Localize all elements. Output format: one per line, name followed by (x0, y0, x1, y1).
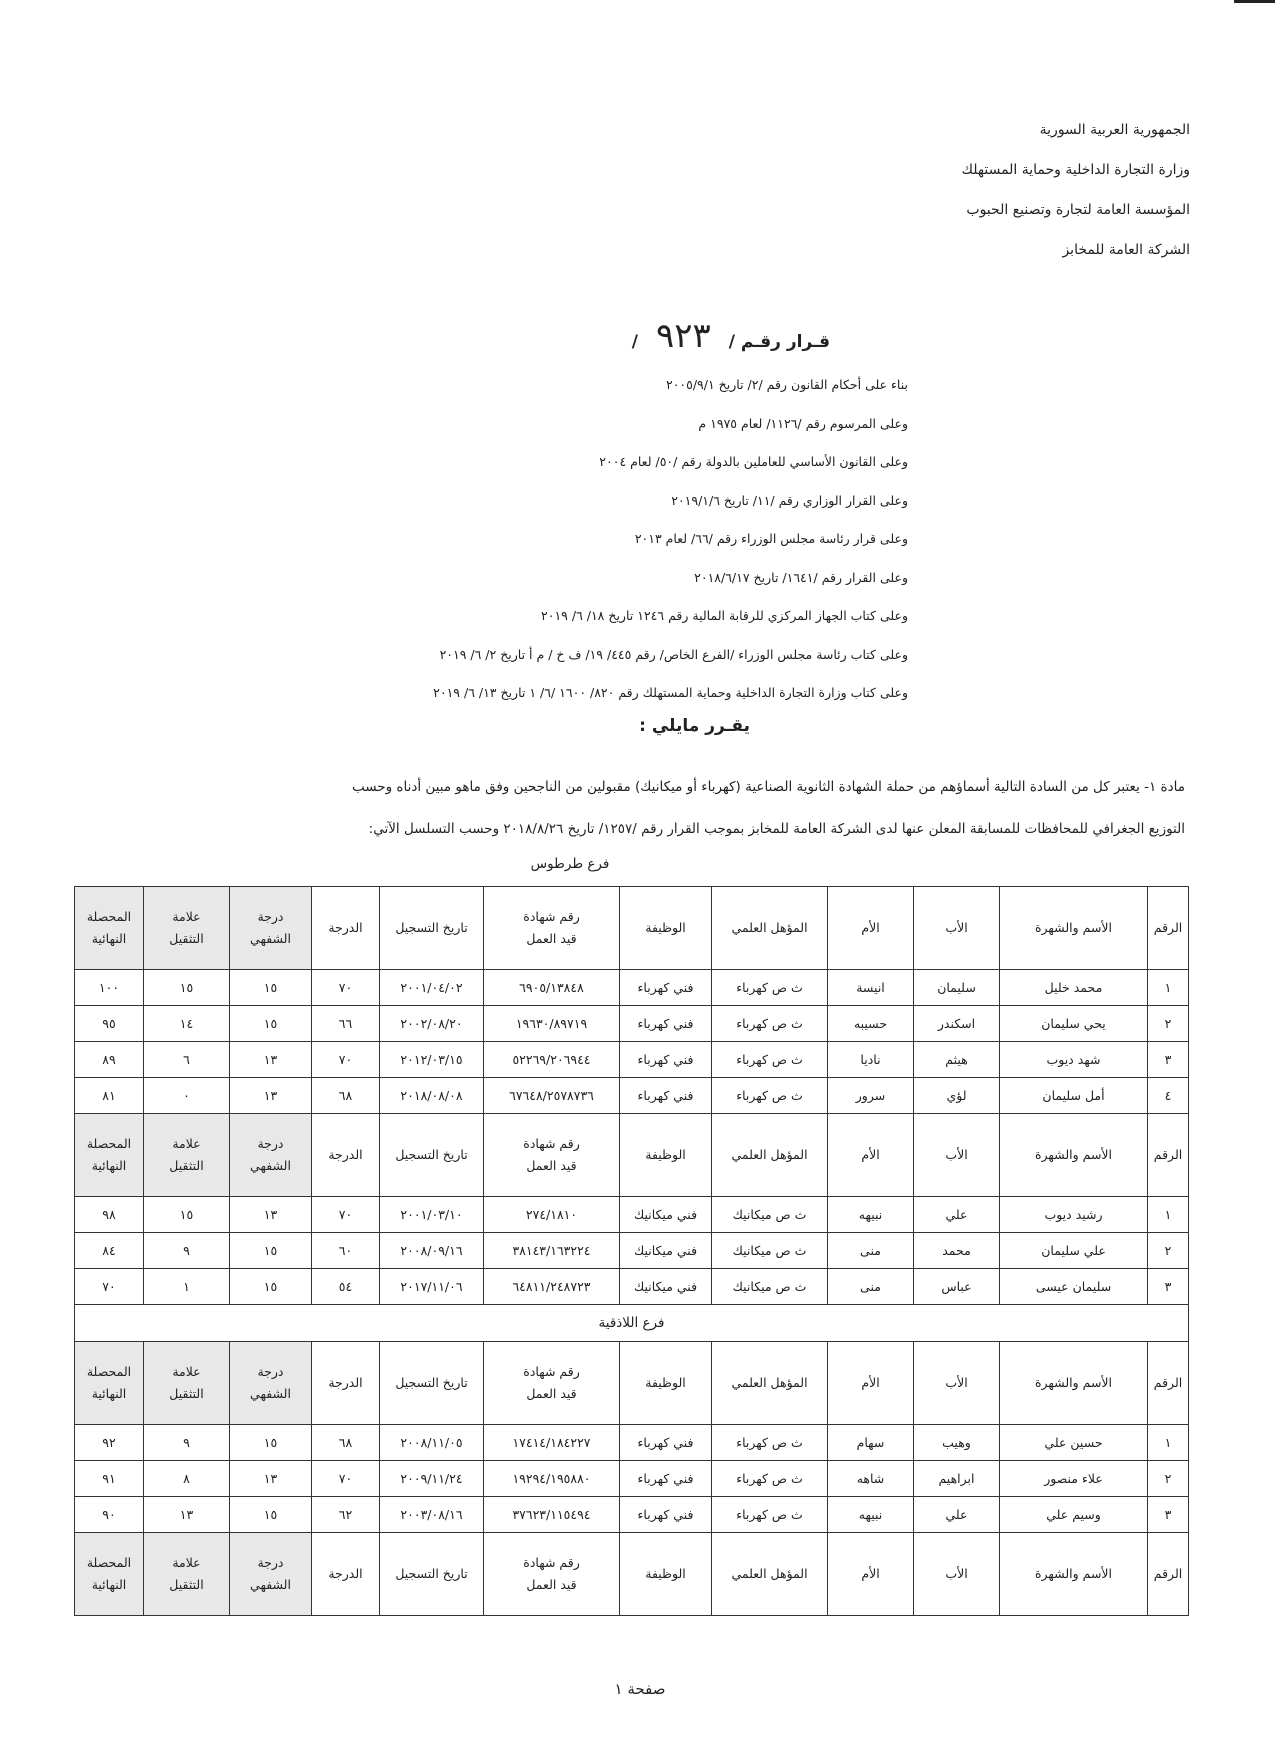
weighting-score: ٦ (144, 1042, 230, 1078)
header-weighting (144, 1114, 230, 1197)
job-title: فني ميكانيك (620, 1269, 712, 1305)
row-number: ١ (1148, 1197, 1189, 1233)
header-number: الرقم (1148, 1533, 1189, 1616)
header-number: الرقم (1148, 1342, 1189, 1425)
certificate-number: ٢٧٤/١٨١٠ (484, 1197, 620, 1233)
weighting-score: ١ (144, 1269, 230, 1305)
job-title: فني كهرباء (620, 1425, 712, 1461)
father-name: هيثم (914, 1042, 1000, 1078)
row-number: ٣ (1148, 1497, 1189, 1533)
oral-score: ١٣ (230, 1461, 312, 1497)
header-name: الأسم والشهرة (1000, 887, 1148, 970)
final-score: ٩٠ (75, 1497, 144, 1533)
candidate-name: وسيم علي (1000, 1497, 1148, 1533)
oral-score: ١٥ (230, 1006, 312, 1042)
header-final (75, 1533, 144, 1616)
registration-date: ٢٠٠١/٠٤/٠٢ (380, 970, 484, 1006)
registration-date: ٢٠٠١/٠٣/١٠ (380, 1197, 484, 1233)
mother-name: نبيهه (828, 1497, 914, 1533)
header-mother: الأم (828, 887, 914, 970)
preamble-line: وعلى كتاب رئاسة مجلس الوزراء /الفرع الخاص/ رقم ٤٤٥/ ١٩/ ف خ / م أ تاريخ ٢/ ٦/ ٢٠١٩ (439, 646, 908, 662)
mother-name: شاهه (828, 1461, 914, 1497)
header-final-text: المحصلة (86, 1364, 132, 1379)
header-grade: الدرجة (312, 1342, 380, 1425)
header-weighting (144, 1533, 230, 1616)
preamble-line: وعلى كتاب الجهاز المركزي للرقابة المالية رقم ١٢٤٦ تاريخ ١٨/ ٦/ ٢٠١٩ (541, 608, 908, 623)
row-number: ٣ (1148, 1269, 1189, 1305)
table-row (75, 970, 1189, 1006)
header-certificate (484, 887, 620, 970)
registration-date: ٢٠٠٢/٠٨/٢٠ (380, 1006, 484, 1042)
table-row (75, 1233, 1189, 1269)
mother-name: حسيبه (828, 1006, 914, 1042)
preamble (320, 366, 908, 713)
mother-name: نبيهه (828, 1197, 914, 1233)
header-oral-text: الشفهي (250, 931, 291, 946)
candidate-name: رشيد ديوب (1000, 1197, 1148, 1233)
weighting-score: ١٣ (144, 1497, 230, 1533)
header-final-text: المحصلة (86, 1136, 132, 1151)
header-grade: الدرجة (312, 1114, 380, 1197)
preamble-line: وعلى قرار رئاسة مجلس الوزراء رقم /٦٦/ لعام ٢٠١٣ (634, 531, 908, 546)
weighting-score: ٩ (144, 1233, 230, 1269)
father-name: محمد (914, 1233, 1000, 1269)
header-certificate-text: رقم شهادة (523, 1136, 580, 1151)
header-job: الوظيفة (620, 1342, 712, 1425)
certificate-number: ١٩٢٩٤/١٩٥٨٨٠ (484, 1461, 620, 1497)
table-row (75, 1197, 1189, 1233)
header-oral-text: درجة (257, 1364, 284, 1379)
table-header-row (75, 1342, 1189, 1425)
row-number: ١ (1148, 970, 1189, 1006)
header-mother: الأم (828, 1114, 914, 1197)
qualification: ث ص كهرباء (712, 1006, 828, 1042)
table-header-row (75, 887, 1189, 970)
header-mother: الأم (828, 1342, 914, 1425)
candidate-name: محمد خليل (1000, 970, 1148, 1006)
table-row (75, 1006, 1189, 1042)
grade: ٦٦ (312, 1006, 380, 1042)
job-title: فني كهرباء (620, 1078, 712, 1114)
header-weighting-text: علامة (172, 1555, 201, 1570)
header-certificate-text: قيد العمل (526, 931, 577, 946)
father-name: اسكندر (914, 1006, 1000, 1042)
qualification: ث ص كهرباء (712, 1425, 828, 1461)
qualification: ث ص كهرباء (712, 1461, 828, 1497)
table-row (75, 1425, 1189, 1461)
oral-score: ١٥ (230, 1269, 312, 1305)
header-job: الوظيفة (620, 1533, 712, 1616)
row-number: ٤ (1148, 1078, 1189, 1114)
final-score: ٨٩ (75, 1042, 144, 1078)
father-name: علي (914, 1197, 1000, 1233)
header-weighting-text: التثقيل (169, 1386, 204, 1401)
header-father: الأب (914, 1533, 1000, 1616)
header-final-text: النهائية (91, 931, 127, 946)
job-title: فني كهرباء (620, 1461, 712, 1497)
branch-title-lattakia: فرع اللاذقية (75, 1305, 1189, 1342)
article-line: مادة ١- يعتبر كل من السادة التالية أسماؤهم من حملة الشهادة الثانوية الصناعية (كهرباء أو ميكانيك) مقبولين من الناجحين وفق ماهو مبين أدناه وحسب (351, 779, 1185, 795)
header-final-text: النهائية (91, 1577, 127, 1592)
header-oral-text: درجة (257, 909, 284, 924)
results-table-body (75, 887, 1189, 1616)
header-certificate (484, 1114, 620, 1197)
grade: ٦٨ (312, 1425, 380, 1461)
letterhead-line-establishment: المؤسسة العامة لتجارة وتصنيع الحبوب (966, 202, 1190, 218)
candidate-name: حسين علي (1000, 1425, 1148, 1461)
row-number: ٢ (1148, 1461, 1189, 1497)
qualification: ث ص كهرباء (712, 1042, 828, 1078)
header-final-text: المحصلة (86, 909, 132, 924)
oral-score: ١٣ (230, 1197, 312, 1233)
row-number: ١ (1148, 1425, 1189, 1461)
mother-name: سهام (828, 1425, 914, 1461)
father-name: لؤي (914, 1078, 1000, 1114)
header-grade: الدرجة (312, 1533, 380, 1616)
article-one (180, 766, 1185, 850)
header-oral-text: الشفهي (250, 1577, 291, 1592)
header-certificate (484, 1533, 620, 1616)
oral-score: ١٣ (230, 1042, 312, 1078)
header-certificate-text: رقم شهادة (523, 909, 580, 924)
final-score: ٧٠ (75, 1269, 144, 1305)
grade: ٧٠ (312, 970, 380, 1006)
job-title: فني كهرباء (620, 1042, 712, 1078)
header-qualification: المؤهل العلمي (712, 887, 828, 970)
article-line: التوزيع الجغرافي للمحافظات للمسابقة المعلن عنها لدى الشركة العامة للمخابز بموجب القرار رقم /١٢٥٧/ تاريخ ٢٠١٨/٨/٢٦ وحسب التسلسل الآتي: (368, 821, 1185, 837)
grade: ٧٠ (312, 1197, 380, 1233)
header-number: الرقم (1148, 1114, 1189, 1197)
header-oral-text: درجة (257, 1555, 284, 1570)
final-score: ٩٥ (75, 1006, 144, 1042)
header-father: الأب (914, 887, 1000, 970)
preamble-line: بناء على أحكام القانون رقم /٢/ تاريخ ٢٠٠٥/٩/١ (665, 377, 908, 392)
decision-label: قـرار رقـم / (728, 332, 830, 352)
header-weighting (144, 887, 230, 970)
row-number: ٣ (1148, 1042, 1189, 1078)
grade: ٧٠ (312, 1461, 380, 1497)
mother-name: منى (828, 1233, 914, 1269)
final-score: ١٠٠ (75, 970, 144, 1006)
candidate-name: أمل سليمان (1000, 1078, 1148, 1114)
header-registration-date: تاريخ التسجيل (380, 1533, 484, 1616)
registration-date: ٢٠١٨/٠٨/٠٨ (380, 1078, 484, 1114)
header-registration-date: تاريخ التسجيل (380, 1342, 484, 1425)
results-table (74, 886, 1189, 1616)
header-final-text: النهائية (91, 1158, 127, 1173)
father-name: عباس (914, 1269, 1000, 1305)
final-score: ٩٨ (75, 1197, 144, 1233)
weighting-score: ١٥ (144, 970, 230, 1006)
decision-slash: / (631, 332, 638, 352)
header-grade: الدرجة (312, 887, 380, 970)
header-registration-date: تاريخ التسجيل (380, 1114, 484, 1197)
decision-number-line (560, 316, 830, 356)
header-qualification: المؤهل العلمي (712, 1342, 828, 1425)
certificate-number: ٣٧٦٢٣/١١٥٤٩٤ (484, 1497, 620, 1533)
certificate-number: ٥٢٢٦٩/٢٠٦٩٤٤ (484, 1042, 620, 1078)
certificate-number: ٦٤٨١١/٢٤٨٧٢٣ (484, 1269, 620, 1305)
header-certificate-text: رقم شهادة (523, 1555, 580, 1570)
preamble-line: وعلى القرار الوزاري رقم /١١/ تاريخ ٢٠١٩/١/٦ (671, 492, 908, 508)
registration-date: ٢٠١٧/١١/٠٦ (380, 1269, 484, 1305)
header-final (75, 887, 144, 970)
header-qualification: المؤهل العلمي (712, 1533, 828, 1616)
header-weighting-text: علامة (172, 1136, 201, 1151)
scan-edge-mark (1234, 0, 1275, 3)
mother-name: منى (828, 1269, 914, 1305)
table-row (75, 1269, 1189, 1305)
qualification: ث ص كهرباء (712, 970, 828, 1006)
oral-score: ١٣ (230, 1078, 312, 1114)
registration-date: ٢٠١٢/٠٣/١٥ (380, 1042, 484, 1078)
mother-name: سرور (828, 1078, 914, 1114)
weighting-score: ٠ (144, 1078, 230, 1114)
certificate-number: ٦٧٦٤٨/٢٥٧٨٧٣٦ (484, 1078, 620, 1114)
weighting-score: ١٥ (144, 1197, 230, 1233)
certificate-number: ١٧٤١٤/١٨٤٢٢٧ (484, 1425, 620, 1461)
job-title: فني ميكانيك (620, 1197, 712, 1233)
job-title: فني كهرباء (620, 1497, 712, 1533)
father-name: ابراهيم (914, 1461, 1000, 1497)
qualification: ث ص ميكانيك (712, 1197, 828, 1233)
table-header-row (75, 1114, 1189, 1197)
certificate-number: ٦٩٠٥/١٣٨٤٨ (484, 970, 620, 1006)
oral-score: ١٥ (230, 1497, 312, 1533)
header-weighting-text: علامة (172, 1364, 201, 1379)
grade: ٧٠ (312, 1042, 380, 1078)
grade: ٦٠ (312, 1233, 380, 1269)
header-certificate-text: قيد العمل (526, 1577, 577, 1592)
registration-date: ٢٠٠٨/٠٩/١٦ (380, 1233, 484, 1269)
preamble-line: وعلى القرار رقم /١٦٤١/ تاريخ ٢٠١٨/٦/١٧ (694, 569, 908, 585)
header-oral (230, 887, 312, 970)
final-score: ٨١ (75, 1078, 144, 1114)
header-certificate-text: رقم شهادة (523, 1364, 580, 1379)
grade: ٥٤ (312, 1269, 380, 1305)
table-row (75, 1497, 1189, 1533)
row-number: ٢ (1148, 1006, 1189, 1042)
candidate-name: يحي سليمان (1000, 1006, 1148, 1042)
header-registration-date: تاريخ التسجيل (380, 887, 484, 970)
decision-number: ٩٢٣ (655, 316, 711, 356)
weighting-score: ١٤ (144, 1006, 230, 1042)
header-final (75, 1114, 144, 1197)
header-oral (230, 1114, 312, 1197)
final-score: ٩١ (75, 1461, 144, 1497)
grade: ٦٢ (312, 1497, 380, 1533)
page-number: صفحة ١ (614, 1680, 666, 1698)
header-certificate (484, 1342, 620, 1425)
letterhead-line-company: الشركة العامة للمخابز (1062, 242, 1190, 258)
father-name: وهيب (914, 1425, 1000, 1461)
oral-score: ١٥ (230, 1233, 312, 1269)
header-qualification: المؤهل العلمي (712, 1114, 828, 1197)
header-oral (230, 1342, 312, 1425)
father-name: علي (914, 1497, 1000, 1533)
header-oral-text: الشفهي (250, 1158, 291, 1173)
father-name: سليمان (914, 970, 1000, 1006)
oral-score: ١٥ (230, 970, 312, 1006)
certificate-number: ١٩٦٣٠/٨٩٧١٩ (484, 1006, 620, 1042)
preamble-line: وعلى القانون الأساسي للعاملين بالدولة رقم /٥٠/ لعام ٢٠٠٤ (599, 454, 908, 469)
preamble-line: وعلى كتاب وزارة التجارة الداخلية وحماية المستهلك رقم ٨٢٠/ ١٦٠٠ /٦/ ١ تاريخ ١٣/ ٦/ ٢٠١٩ (433, 685, 908, 700)
mother-name: ناديا (828, 1042, 914, 1078)
header-oral-text: الشفهي (250, 1386, 291, 1401)
header-final-text: النهائية (91, 1386, 127, 1401)
header-number: الرقم (1148, 887, 1189, 970)
header-weighting-text: التثقيل (169, 1158, 204, 1173)
qualification: ث ص كهرباء (712, 1078, 828, 1114)
oral-score: ١٥ (230, 1425, 312, 1461)
weighting-score: ٩ (144, 1425, 230, 1461)
qualification: ث ص كهرباء (712, 1497, 828, 1533)
header-job: الوظيفة (620, 1114, 712, 1197)
header-certificate-text: قيد العمل (526, 1158, 577, 1173)
header-job: الوظيفة (620, 887, 712, 970)
certificate-number: ٣٨١٤٣/١٦٣٢٢٤ (484, 1233, 620, 1269)
header-father: الأب (914, 1114, 1000, 1197)
job-title: فني ميكانيك (620, 1233, 712, 1269)
header-father: الأب (914, 1342, 1000, 1425)
header-final-text: المحصلة (86, 1555, 132, 1570)
letterhead (860, 110, 1190, 270)
final-score: ٨٤ (75, 1233, 144, 1269)
resolves-heading: يقـرر مايلي : (639, 716, 750, 736)
table-header-row (75, 1533, 1189, 1616)
header-mother: الأم (828, 1533, 914, 1616)
header-name: الأسم والشهرة (1000, 1533, 1148, 1616)
branch-title-tartus: فرع طرطوس (530, 856, 610, 872)
branch-row (75, 1305, 1189, 1342)
header-oral-text: درجة (257, 1136, 284, 1151)
header-oral (230, 1533, 312, 1616)
header-weighting (144, 1342, 230, 1425)
header-certificate-text: قيد العمل (526, 1386, 577, 1401)
header-final (75, 1342, 144, 1425)
candidate-name: شهد ديوب (1000, 1042, 1148, 1078)
candidate-name: علي سليمان (1000, 1233, 1148, 1269)
letterhead-line-republic: الجمهورية العربية السورية (1039, 122, 1190, 138)
header-weighting-text: علامة (172, 909, 201, 924)
qualification: ث ص ميكانيك (712, 1269, 828, 1305)
letterhead-line-ministry: وزارة التجارة الداخلية وحماية المستهلك (961, 162, 1190, 178)
job-title: فني كهرباء (620, 970, 712, 1006)
row-number: ٢ (1148, 1233, 1189, 1269)
header-name: الأسم والشهرة (1000, 1114, 1148, 1197)
table-row (75, 1042, 1189, 1078)
mother-name: انيسة (828, 970, 914, 1006)
preamble-line: وعلى المرسوم رقم /١١٢٦/ لعام ١٩٧٥ م (698, 415, 908, 431)
table-row (75, 1078, 1189, 1114)
registration-date: ٢٠٠٩/١١/٢٤ (380, 1461, 484, 1497)
grade: ٦٨ (312, 1078, 380, 1114)
header-name: الأسم والشهرة (1000, 1342, 1148, 1425)
header-weighting-text: التثقيل (169, 931, 204, 946)
registration-date: ٢٠٠٣/٠٨/١٦ (380, 1497, 484, 1533)
qualification: ث ص ميكانيك (712, 1233, 828, 1269)
weighting-score: ٨ (144, 1461, 230, 1497)
header-weighting-text: التثقيل (169, 1577, 204, 1592)
candidate-name: علاء منصور (1000, 1461, 1148, 1497)
candidate-name: سليمان عيسى (1000, 1269, 1148, 1305)
final-score: ٩٢ (75, 1425, 144, 1461)
job-title: فني كهرباء (620, 1006, 712, 1042)
registration-date: ٢٠٠٨/١١/٠٥ (380, 1425, 484, 1461)
table-row (75, 1461, 1189, 1497)
